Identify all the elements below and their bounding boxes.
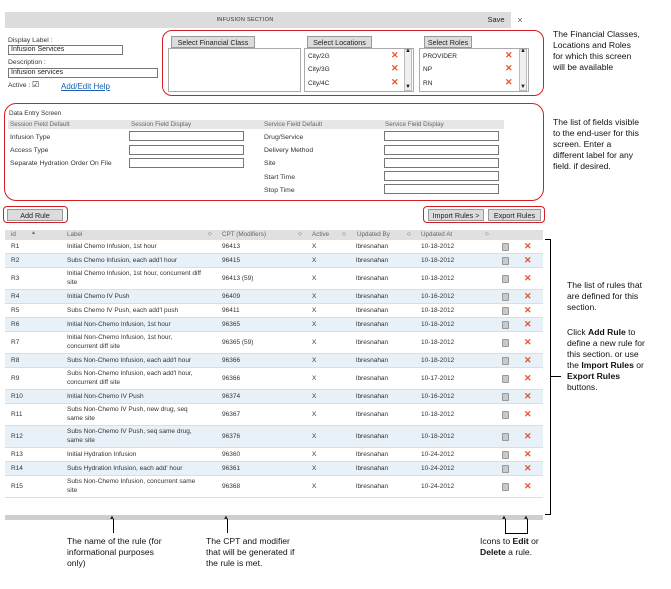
rule-updated-at: 10-18-2012 [421, 411, 455, 418]
edit-icon[interactable] [502, 393, 509, 401]
rule-updated-at: 10-18-2012 [421, 339, 455, 346]
role-item[interactable]: RN [423, 80, 433, 87]
table-row[interactable] [5, 404, 543, 426]
rule-id: R9 [11, 375, 20, 382]
rule-active: X [312, 275, 317, 282]
rules-bracket [545, 239, 551, 515]
rule-cpt: 96361 [222, 465, 241, 472]
rule-updated-at: 10-17-2012 [421, 375, 455, 382]
col-updated-at[interactable]: Updated At [421, 231, 453, 238]
scroll-up-icon[interactable]: ▲ [520, 48, 526, 54]
rule-updated-at: 10-18-2012 [421, 275, 455, 282]
note-rules [567, 280, 642, 313]
display-label-input[interactable]: Infusion Services [8, 45, 123, 55]
rule-active: X [312, 293, 317, 300]
note-line [480, 536, 539, 547]
arrow-line [505, 519, 506, 533]
note-line: different label for any [553, 150, 634, 160]
table-row[interactable] [5, 318, 543, 332]
rule-cpt: 96413 (59) [222, 275, 254, 282]
rule-updated-by: lbresnahan [356, 411, 389, 418]
rule-id: R7 [11, 339, 20, 346]
note-segment: Delete [480, 547, 506, 557]
note-segment: Add Rule [588, 327, 626, 337]
note-line [567, 382, 645, 393]
rule-cpt: 96368 [222, 483, 241, 490]
arrow-join [505, 533, 528, 534]
rule-label: site [67, 487, 78, 494]
col-session-default: Session Field Default [10, 121, 70, 128]
session-field-input[interactable] [129, 131, 244, 141]
export-rules-button[interactable]: Export Rules [488, 209, 541, 221]
rule-active: X [312, 483, 317, 490]
rule-updated-at: 10-24-2012 [421, 451, 455, 458]
rule-cpt: 96366 [222, 357, 241, 364]
caption-line: informational purposes [67, 547, 154, 557]
note-fields [553, 117, 639, 172]
rule-label: Subs Hydration Infusion, each add' hour [67, 465, 183, 472]
service-field-input[interactable] [384, 184, 499, 194]
rule-updated-by: lbresnahan [356, 483, 389, 490]
rule-cpt: 96376 [222, 433, 241, 440]
description-label: Description : [8, 59, 46, 66]
service-field: Delivery Method [264, 147, 314, 154]
rule-cpt: 96365 (59) [222, 339, 254, 346]
note-line [567, 338, 645, 349]
rule-updated-at: 10-16-2012 [421, 293, 455, 300]
data-entry-title: Data Entry Screen [9, 110, 62, 117]
service-field: Start Time [264, 174, 295, 181]
caption-label [67, 536, 162, 569]
table-row[interactable] [5, 368, 543, 390]
delete-icon[interactable]: ✕ [524, 291, 532, 301]
note-line: The Financial Classes, [553, 29, 640, 39]
rule-cpt: 96374 [222, 393, 241, 400]
col-id[interactable]: id [11, 231, 16, 238]
note-segment: buttons. [567, 382, 598, 392]
select-financial-class-button[interactable]: Select Financial Class [171, 36, 255, 48]
delete-icon[interactable]: ✕ [524, 319, 532, 329]
delete-icon[interactable]: ✕ [524, 431, 532, 441]
edit-icon[interactable] [502, 339, 509, 347]
table-row[interactable] [5, 354, 543, 368]
delete-icon[interactable]: ✕ [524, 255, 532, 265]
col-label[interactable]: Label [67, 231, 83, 238]
note-line [567, 360, 645, 371]
rule-cpt: 96415 [222, 257, 241, 264]
rule-updated-by: lbresnahan [356, 451, 389, 458]
col-updated-by[interactable]: Updated By [357, 231, 390, 238]
table-row[interactable] [5, 448, 543, 462]
table-row[interactable] [5, 426, 543, 448]
location-item[interactable]: City/4C [308, 80, 330, 87]
rule-updated-at: 10-18-2012 [421, 307, 455, 314]
table-row[interactable] [5, 304, 543, 318]
arrow-line [527, 519, 528, 533]
caption-line: The CPT and modifier [206, 536, 290, 546]
sort-icon[interactable]: ◇ [208, 231, 212, 237]
note-line: will be available [553, 62, 614, 72]
remove-location-icon[interactable]: ✕ [391, 50, 399, 60]
col-service-default: Service Field Default [264, 121, 323, 128]
note-segment: to [625, 327, 636, 337]
caption-line: The name of the rule (for [67, 536, 162, 546]
col-service-display: Service Field Display [385, 121, 444, 128]
session-field: Infusion Type [10, 134, 51, 141]
delete-icon[interactable]: ✕ [524, 355, 532, 365]
table-row[interactable] [5, 268, 543, 290]
edit-icon[interactable] [502, 411, 509, 419]
rule-id: R6 [11, 321, 20, 328]
note-line: Locations and Roles [553, 40, 631, 50]
rule-active: X [312, 243, 317, 250]
note-segment: Icons to [480, 536, 513, 546]
edit-icon[interactable] [502, 483, 509, 491]
sort-icon[interactable]: ◇ [407, 231, 411, 237]
sort-icon[interactable]: ◇ [485, 231, 489, 237]
col-cpt[interactable]: CPT (Modifiers) [222, 231, 266, 238]
role-item[interactable]: PROVIDER [423, 53, 457, 60]
rule-active: X [312, 257, 317, 264]
rule-id: R3 [11, 275, 20, 282]
edit-icon[interactable] [502, 357, 509, 365]
table-row[interactable] [5, 390, 543, 404]
rule-updated-by: lbresnahan [356, 307, 389, 314]
note-segment: Export Rules [567, 371, 621, 381]
rule-updated-by: lbresnahan [356, 243, 389, 250]
rule-id: R14 [11, 465, 23, 472]
sort-icon[interactable]: ◇ [342, 231, 346, 237]
sort-icon[interactable]: ◇ [298, 231, 302, 237]
note-line: field. if desired. [553, 161, 611, 171]
scroll-down-icon[interactable]: ▼ [520, 84, 526, 90]
rule-updated-by: lbresnahan [356, 375, 389, 382]
close-icon[interactable]: × [517, 15, 523, 25]
rule-updated-at: 10-16-2012 [421, 393, 455, 400]
rule-updated-by: lbresnahan [356, 433, 389, 440]
table-row[interactable] [5, 332, 543, 354]
rule-label: Subs Chemo Infusion, each add'l hour [67, 257, 178, 264]
note-segment: Import Rules [581, 360, 634, 370]
select-roles-button[interactable]: Select Roles [424, 36, 472, 48]
rule-active: X [312, 465, 317, 472]
rule-cpt: 96411 [222, 307, 240, 314]
note-line: for which this screen [553, 51, 632, 61]
edit-icon[interactable] [502, 433, 509, 441]
note-line: section. [567, 302, 597, 312]
remove-role-icon[interactable]: ✕ [505, 63, 513, 73]
edit-icon[interactable] [502, 451, 509, 459]
rule-label: Subs Non-Chemo Infusion, each add'l hour [67, 357, 192, 364]
rule-cpt: 96413 [222, 243, 241, 250]
rule-active: X [312, 357, 317, 364]
rule-active: X [312, 451, 317, 458]
rule-id: R12 [11, 433, 23, 440]
rule-cpt: 96409 [222, 293, 241, 300]
rule-updated-by: lbresnahan [356, 393, 389, 400]
note-line: The list of rules that [567, 280, 642, 290]
arrow-up-icon: ▲ [109, 515, 115, 521]
delete-icon[interactable]: ✕ [524, 409, 532, 419]
delete-icon[interactable]: ✕ [524, 373, 532, 383]
rule-updated-at: 10-18-2012 [421, 257, 455, 264]
note-segment: a rule. [505, 547, 533, 557]
note-segment: Click [567, 327, 589, 337]
delete-icon[interactable]: ✕ [524, 273, 532, 283]
arrow-up-icon: ▲ [523, 515, 529, 521]
rule-id: R5 [11, 307, 20, 314]
note-add-rule [567, 327, 645, 393]
session-field: Separate Hydration Order On File [10, 160, 112, 167]
add-rule-button[interactable]: Add Rule [7, 209, 63, 221]
rule-label: Subs Non-Chemo IV Push, new drug, seq [67, 406, 188, 413]
scroll-up-icon[interactable]: ▲ [405, 48, 411, 54]
role-item[interactable]: NP [423, 66, 433, 73]
caption-cpt [206, 536, 294, 569]
rule-updated-by: lbresnahan [356, 321, 389, 328]
rule-cpt: 96367 [222, 411, 241, 418]
caption-line: only) [67, 558, 86, 568]
rule-label: Initial Non-Chemo Infusion, 1st hour [67, 321, 171, 328]
rule-updated-by: lbresnahan [356, 357, 389, 364]
rule-active: X [312, 393, 317, 400]
remove-role-icon[interactable]: ✕ [505, 77, 513, 87]
remove-location-icon[interactable]: ✕ [391, 63, 399, 73]
rule-active: X [312, 339, 317, 346]
edit-icon[interactable] [502, 307, 509, 315]
location-item[interactable]: City/2G [308, 53, 330, 60]
rule-label: Initial Non-Chemo Infusion, 1st hour, [67, 334, 173, 341]
note-line [567, 371, 645, 382]
rule-id: R8 [11, 357, 20, 364]
service-field-input[interactable] [384, 158, 499, 168]
arrow-up-icon: ▲ [501, 515, 507, 521]
note-selectors [553, 29, 640, 73]
rule-cpt: 96360 [222, 451, 241, 458]
note-line [567, 327, 645, 338]
section-title: INFUSION SECTION [5, 12, 485, 28]
rule-label: Initial Chemo Infusion, 1st hour, concurrent diff [67, 270, 201, 277]
rule-active: X [312, 375, 317, 382]
table-row[interactable] [5, 254, 543, 268]
active-checkbox[interactable]: ☑ [32, 80, 40, 89]
arrow-line [227, 519, 228, 533]
note-line: screen. Enter a [553, 139, 612, 149]
session-field-input[interactable] [129, 145, 244, 155]
delete-icon[interactable]: ✕ [524, 305, 532, 315]
rule-active: X [312, 321, 317, 328]
import-rules-button[interactable]: Import Rules > [428, 209, 484, 221]
note-segment: define a new rule for [567, 338, 645, 348]
edit-icon[interactable] [502, 321, 509, 329]
delete-icon[interactable]: ✕ [524, 337, 532, 347]
edit-icon[interactable] [502, 257, 509, 265]
rule-active: X [312, 307, 317, 314]
delete-icon[interactable]: ✕ [524, 449, 532, 459]
rule-label: concurrent diff site [67, 379, 120, 386]
rule-cpt: 96366 [222, 375, 241, 382]
table-row[interactable] [5, 290, 543, 304]
financial-class-list[interactable] [168, 48, 301, 92]
active-label: Active : [8, 82, 31, 89]
note-line: The list of fields visible [553, 117, 639, 127]
rule-label: Subs Non-Chemo Infusion, each add'l hour, [67, 370, 193, 377]
service-field: Drug/Service [264, 134, 304, 141]
rule-updated-at: 10-18-2012 [421, 243, 455, 250]
note-segment: or [528, 536, 539, 546]
delete-icon[interactable]: ✕ [524, 391, 532, 401]
rule-updated-at: 10-18-2012 [421, 433, 455, 440]
rule-updated-at: 10-18-2012 [421, 357, 455, 364]
rule-label: same site [67, 415, 95, 422]
rule-label: same site [67, 437, 95, 444]
edit-icon[interactable] [502, 243, 509, 251]
service-field-input[interactable] [384, 145, 499, 155]
rule-id: R11 [11, 411, 23, 418]
delete-icon[interactable]: ✕ [524, 481, 532, 491]
service-field: Site [264, 160, 276, 167]
rule-label: Subs Non-Chemo Infusion, concurrent same [67, 478, 196, 485]
rule-updated-at: 10-18-2012 [421, 321, 455, 328]
delete-icon[interactable]: ✕ [524, 463, 532, 473]
rule-label: Initial Chemo Infusion, 1st hour [67, 243, 157, 250]
rule-id: R1 [11, 243, 20, 250]
rule-updated-by: lbresnahan [356, 465, 389, 472]
remove-location-icon[interactable]: ✕ [391, 77, 399, 87]
note-line: are defined for this [567, 291, 639, 301]
table-row[interactable] [5, 462, 543, 476]
rule-updated-by: lbresnahan [356, 275, 389, 282]
session-field-input[interactable] [129, 158, 244, 168]
arrow-up-icon: ▲ [223, 515, 229, 521]
caption-icons [480, 536, 539, 558]
edit-icon[interactable] [502, 293, 509, 301]
col-active[interactable]: Active [312, 231, 330, 238]
rule-label: Initial Non-Chemo IV Push [67, 393, 144, 400]
rule-active: X [312, 433, 317, 440]
caption-line: the rule is met. [206, 558, 263, 568]
select-locations-button[interactable]: Select Locations [307, 36, 372, 48]
edit-icon[interactable] [502, 465, 509, 473]
note-line: to the end-user for this [553, 128, 639, 138]
rule-updated-by: lbresnahan [356, 257, 389, 264]
note-segment: the [567, 360, 582, 370]
rule-label: Subs Chemo IV Push, each add'l push [67, 307, 179, 314]
note-segment: or [633, 360, 644, 370]
add-edit-help-link[interactable]: Add/Edit Help [61, 82, 110, 91]
note-segment: Edit [512, 536, 529, 546]
col-session-display: Session Field Display [131, 121, 192, 128]
scroll-down-icon[interactable]: ▼ [405, 84, 411, 90]
rule-updated-at: 10-24-2012 [421, 483, 455, 490]
rule-updated-by: lbresnahan [356, 293, 389, 300]
table-row[interactable] [5, 240, 543, 254]
rule-label: Subs Non-Chemo IV Push, seq same drug, [67, 428, 192, 435]
save-button[interactable]: Save [481, 12, 511, 28]
note-line [480, 547, 539, 558]
rule-label: concurrent diff site [67, 343, 120, 350]
note-line [567, 349, 645, 360]
service-field-input[interactable] [384, 171, 499, 181]
table-footer-bar [5, 515, 543, 520]
rule-label: Initial Chemo IV Push [67, 293, 130, 300]
rules-header-row [5, 230, 543, 240]
display-label-label: Display Label : [8, 37, 53, 44]
location-item[interactable]: City/3G [308, 66, 330, 73]
rule-updated-by: lbresnahan [356, 339, 389, 346]
rule-id: R15 [11, 483, 23, 490]
remove-role-icon[interactable]: ✕ [505, 50, 513, 60]
rule-id: R4 [11, 293, 20, 300]
edit-icon[interactable] [502, 275, 509, 283]
session-field: Access Type [10, 147, 49, 154]
edit-icon[interactable] [502, 375, 509, 383]
table-row[interactable] [5, 476, 543, 498]
sort-asc-icon[interactable]: ▲ [31, 230, 36, 236]
rule-label: Initial Hydration Infusion [67, 451, 137, 458]
rule-id: R10 [11, 393, 23, 400]
service-field: Stop Time [264, 187, 295, 194]
rule-active: X [312, 411, 317, 418]
rule-label: site [67, 279, 78, 286]
rule-updated-at: 10-24-2012 [421, 465, 455, 472]
rule-cpt: 96365 [222, 321, 241, 328]
caption-line: that will be generated if [206, 547, 295, 557]
rule-id: R13 [11, 451, 23, 458]
rules-bracket-tick [551, 376, 561, 377]
description-input[interactable]: Infusion services [8, 68, 158, 78]
rule-id: R2 [11, 257, 20, 264]
service-field-input[interactable] [384, 131, 499, 141]
arrow-line [113, 519, 114, 533]
delete-icon[interactable]: ✕ [524, 241, 532, 251]
note-segment: this section. or use [567, 349, 639, 359]
